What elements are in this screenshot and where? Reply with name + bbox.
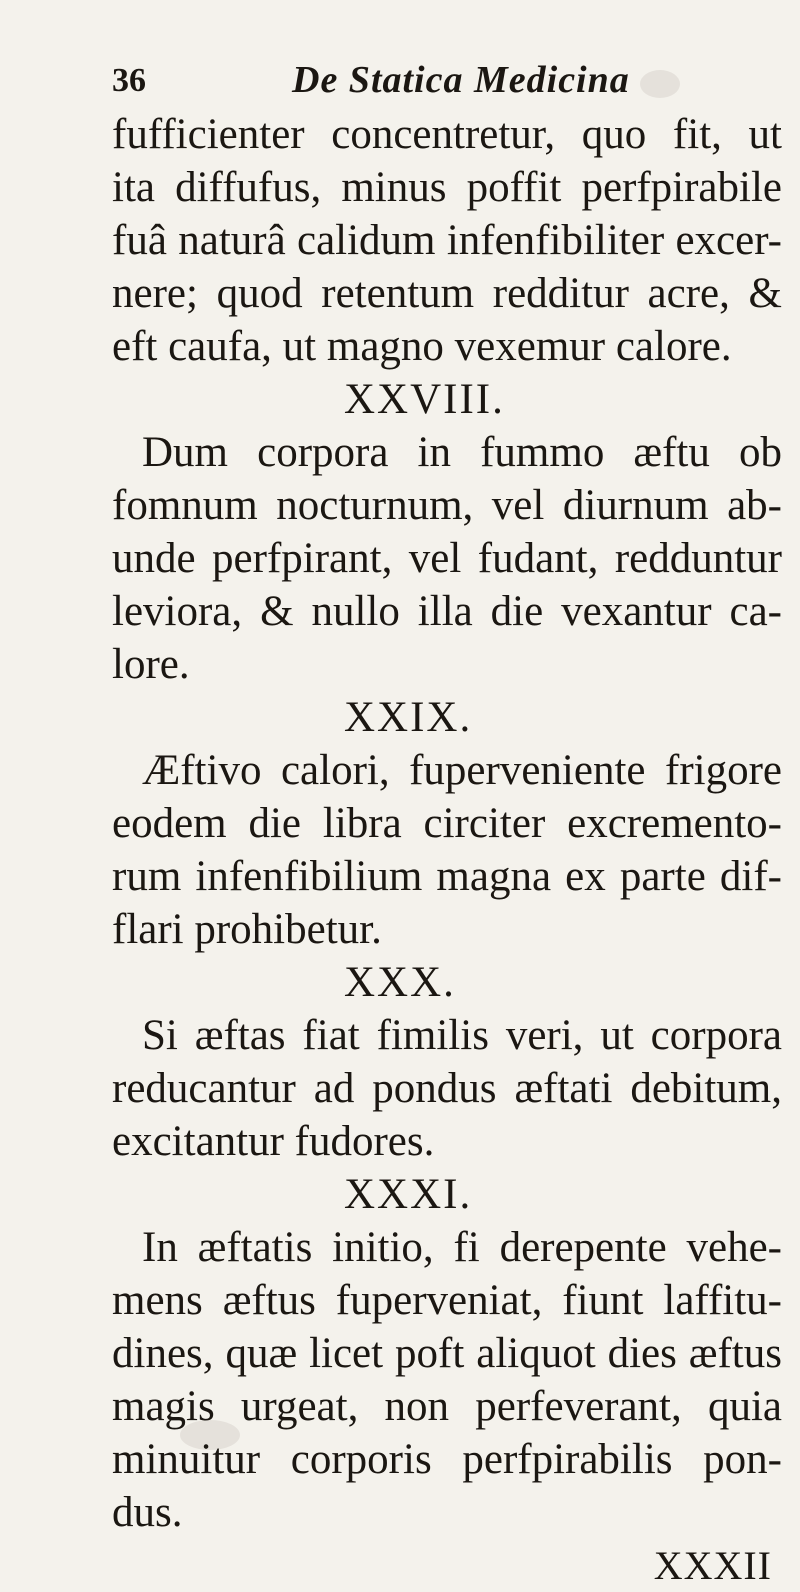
aphorism-number: XXX. bbox=[344, 959, 456, 1006]
text-line: nere; quod retentum redditur acre, & bbox=[112, 270, 782, 317]
text-line: magis urgeat, non perfeverant, quia bbox=[112, 1383, 782, 1430]
text-line: Æftivo calori, fuperveniente frigore bbox=[142, 747, 782, 794]
text-line: Si æftas fiat fimilis veri, ut corpora bbox=[142, 1012, 782, 1059]
text-line: In æftatis initio, fi derepente vehe- bbox=[142, 1224, 782, 1271]
text-line: dines, quæ licet poft aliquot dies æftus bbox=[112, 1330, 782, 1377]
text-line: unde perfpirant, vel fudant, redduntur bbox=[112, 535, 782, 582]
text-line: ita diffufus, minus poffit perfpirabile bbox=[112, 164, 782, 211]
text-line: excitantur fudores. bbox=[112, 1118, 435, 1165]
text-line: fuâ naturâ calidum infenfibiliter excer- bbox=[112, 217, 782, 264]
catchword: XXXII bbox=[653, 1543, 772, 1588]
text-line: mens æftus fuperveniat, fiunt laffitu- bbox=[112, 1277, 782, 1324]
text-line: dus. bbox=[112, 1489, 183, 1536]
aphorism-number: XXXI. bbox=[344, 1171, 473, 1218]
aphorism-number: XXIX. bbox=[344, 694, 473, 741]
running-head bbox=[112, 58, 672, 101]
aphorism-number: XXVIII. bbox=[344, 376, 505, 423]
text-line: fomnum nocturnum, vel diurnum ab- bbox=[112, 482, 782, 529]
text-line: flari prohibetur. bbox=[112, 906, 382, 953]
text-line: rum infenfibilium magna ex parte dif- bbox=[112, 853, 782, 900]
text-line: reducantur ad pondus æftati debitum, bbox=[112, 1065, 782, 1112]
page-number: 36 bbox=[112, 62, 146, 99]
text-line: Dum corpora in fummo æftu ob bbox=[142, 429, 782, 476]
text-line: leviora, & nullo illa die vexantur ca- bbox=[112, 588, 782, 635]
running-title: De Statica Medicina bbox=[292, 59, 630, 101]
text-line: lore. bbox=[112, 641, 190, 688]
text-line: eodem die libra circiter excremento- bbox=[112, 800, 782, 847]
text-line: fufficienter concentretur, quo fit, ut bbox=[112, 111, 782, 158]
text-line: minuitur corporis perfpirabilis pon- bbox=[112, 1436, 782, 1483]
text-line: eft caufa, ut magno vexemur calore. bbox=[112, 323, 732, 370]
text-block bbox=[112, 108, 782, 1592]
